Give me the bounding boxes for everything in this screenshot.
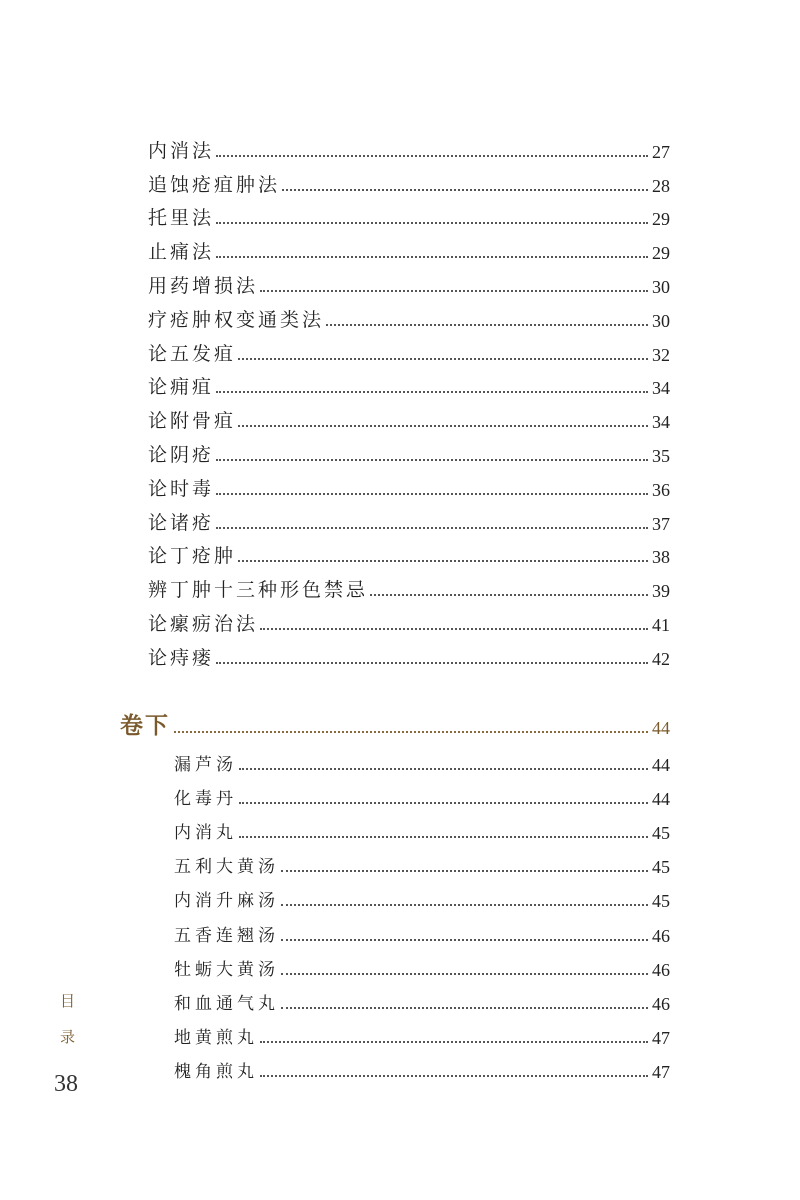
leader-dots <box>238 358 648 360</box>
leader-dots <box>216 222 648 224</box>
leader-dots <box>260 1041 648 1043</box>
toc-entry-title: 漏芦汤 <box>174 755 237 776</box>
leader-dots <box>326 324 648 326</box>
section-title: 卷下 <box>120 712 170 739</box>
toc-entry-title: 论时毒 <box>148 477 215 500</box>
toc-entry-title: 牡蛎大黄汤 <box>174 959 279 980</box>
toc-list-upper <box>148 127 670 668</box>
leader-dots <box>239 768 648 770</box>
toc-entry[interactable] <box>174 979 670 1013</box>
toc-entry-page: 28 <box>652 175 670 196</box>
toc-entry-title: 论五发疽 <box>148 342 237 365</box>
toc-entry-title: 论痈疽 <box>148 376 215 399</box>
leader-dots <box>216 155 648 157</box>
toc-entry-page: 46 <box>652 959 670 980</box>
toc-entry-page: 30 <box>652 276 670 297</box>
toc-entry[interactable] <box>174 740 670 774</box>
toc-entry-page: 45 <box>652 857 670 878</box>
toc-entry[interactable] <box>148 533 670 567</box>
toc-list-lower <box>174 740 670 1081</box>
toc-entry-page: 35 <box>652 445 670 466</box>
leader-dots <box>216 256 648 258</box>
toc-entry-title: 内消法 <box>148 139 215 162</box>
toc-entry-title: 论瘰疬治法 <box>148 612 259 635</box>
toc-entry-title: 论丁疮肿 <box>148 545 237 568</box>
toc-entry-page: 36 <box>652 479 670 500</box>
page-number: 38 <box>54 1071 78 1097</box>
leader-dots <box>281 939 648 941</box>
toc-entry[interactable] <box>148 600 670 634</box>
leader-dots <box>239 836 648 838</box>
leader-dots <box>238 560 648 562</box>
toc-entry-title: 地黄煎丸 <box>174 1027 258 1048</box>
toc-entry-page: 29 <box>652 243 670 264</box>
toc-entry[interactable] <box>148 262 670 296</box>
toc-entry-page: 27 <box>652 141 670 162</box>
toc-entry-title: 追蚀疮疽肿法 <box>148 173 281 196</box>
leader-dots <box>216 391 648 393</box>
toc-entry-title: 止痛法 <box>148 241 215 264</box>
leader-dots <box>239 802 648 804</box>
leader-dots <box>238 425 648 427</box>
toc-entry[interactable] <box>148 195 670 229</box>
toc-entry[interactable] <box>174 808 670 842</box>
side-label-lu: 录 <box>60 1028 76 1046</box>
toc-entry[interactable] <box>148 364 670 398</box>
toc-entry-title: 论痔瘘 <box>148 646 215 669</box>
toc-entry-title: 托里法 <box>148 207 215 230</box>
toc-entry-title: 辨丁肿十三种形色禁忌 <box>148 579 369 602</box>
toc-entry[interactable] <box>148 566 670 600</box>
toc-entry[interactable] <box>174 842 670 876</box>
leader-dots <box>216 493 648 495</box>
leader-dots <box>282 189 648 191</box>
toc-entry[interactable] <box>174 876 670 910</box>
toc-entry-title: 和血通气丸 <box>174 993 279 1014</box>
toc-entry-page: 32 <box>652 344 670 365</box>
toc-entry-title: 疗疮肿权变通类法 <box>148 308 325 331</box>
section-page-number: 44 <box>652 718 670 738</box>
toc-entry-page: 37 <box>652 513 670 534</box>
toc-entry-title: 化毒丹 <box>174 789 237 810</box>
toc-entry-page: 47 <box>652 1061 670 1082</box>
toc-entry[interactable] <box>148 465 670 499</box>
toc-entry-page: 34 <box>652 378 670 399</box>
toc-entry-page: 46 <box>652 925 670 946</box>
toc-entry-page: 46 <box>652 993 670 1014</box>
toc-entry[interactable] <box>174 1047 670 1081</box>
toc-entry-title: 槐角煎丸 <box>174 1061 258 1082</box>
toc-entry-page: 41 <box>652 614 670 635</box>
toc-entry[interactable] <box>148 228 670 262</box>
leader-dots <box>260 1075 648 1077</box>
leader-dots <box>281 973 648 975</box>
toc-entry[interactable] <box>148 330 670 364</box>
toc-entry[interactable] <box>174 774 670 808</box>
toc-entry-title: 内消丸 <box>174 823 237 844</box>
toc-entry-title: 用药增损法 <box>148 274 259 297</box>
leader-dots <box>281 870 648 872</box>
toc-entry[interactable] <box>148 397 670 431</box>
leader-dots <box>370 594 648 596</box>
leader-dots <box>174 731 648 733</box>
toc-entry-title: 论阴疮 <box>148 443 215 466</box>
leader-dots <box>216 459 648 461</box>
side-label-mu: 目 <box>60 992 76 1010</box>
toc-entry[interactable] <box>174 1013 670 1047</box>
leader-dots <box>260 628 648 630</box>
leader-dots <box>281 904 648 906</box>
toc-entry[interactable] <box>148 431 670 465</box>
leader-dots <box>281 1007 648 1009</box>
toc-entry[interactable] <box>148 127 670 161</box>
toc-entry[interactable] <box>148 634 670 668</box>
toc-entry-page: 47 <box>652 1027 670 1048</box>
toc-entry-title: 五香连翘汤 <box>174 925 279 946</box>
leader-dots <box>216 662 648 664</box>
toc-entry[interactable] <box>148 296 670 330</box>
toc-entry-page: 39 <box>652 581 670 602</box>
toc-entry-page: 38 <box>652 547 670 568</box>
toc-entry-page: 29 <box>652 209 670 230</box>
leader-dots <box>216 527 648 529</box>
toc-entry-title: 论附骨疽 <box>148 410 237 433</box>
toc-entry-page: 45 <box>652 891 670 912</box>
toc-entry-page: 30 <box>652 310 670 331</box>
toc-entry-page: 42 <box>652 648 670 669</box>
toc-entry[interactable] <box>148 161 670 195</box>
toc-entry-page: 45 <box>652 823 670 844</box>
toc-entry[interactable] <box>174 945 670 979</box>
toc-entry-page: 34 <box>652 412 670 433</box>
toc-entry-title: 内消升麻汤 <box>174 891 279 912</box>
toc-entry[interactable] <box>148 499 670 533</box>
toc-entry[interactable] <box>174 910 670 944</box>
section-heading <box>120 714 670 737</box>
toc-entry-page: 44 <box>652 755 670 776</box>
leader-dots <box>260 290 648 292</box>
toc-entry-page: 44 <box>652 789 670 810</box>
toc-entry-title: 五利大黄汤 <box>174 857 279 878</box>
toc-entry-title: 论诸疮 <box>148 511 215 534</box>
